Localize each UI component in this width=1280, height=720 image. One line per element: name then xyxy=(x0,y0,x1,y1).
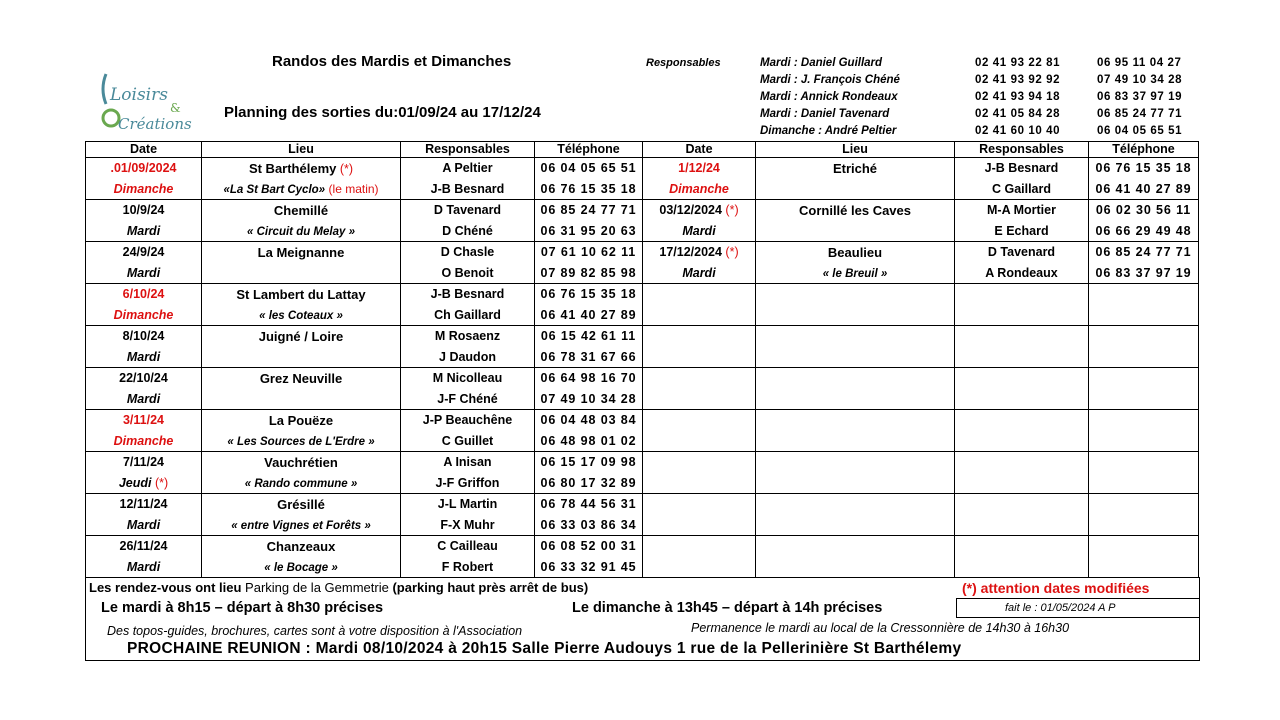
outing-circuit: « Rando commune » xyxy=(244,478,358,490)
col-header-responsables: Responsables xyxy=(401,142,535,158)
outing-place: Grez Neuville xyxy=(259,371,343,386)
telephone-2: 06 76 15 35 18 xyxy=(540,182,637,196)
telephone-1: 06 78 44 56 31 xyxy=(540,497,637,511)
responsables-cell xyxy=(401,200,535,242)
lieu-cell xyxy=(202,284,401,326)
table-row xyxy=(86,326,1199,368)
table-row xyxy=(86,200,1199,242)
table-row xyxy=(86,284,1199,326)
telephone-cell xyxy=(535,284,643,326)
responsable-1: A Peltier xyxy=(442,161,493,175)
responsable-1: J-B Besnard xyxy=(430,287,505,301)
responsable-1: D Chasle xyxy=(440,245,495,259)
responsable-2: J-B Besnard xyxy=(430,182,505,196)
empty-cell xyxy=(1089,494,1199,536)
outing-circuit xyxy=(756,222,954,241)
outing-day: Mardi xyxy=(126,560,161,574)
lieu-cell xyxy=(202,410,401,452)
outing-place: St Lambert du Lattay xyxy=(236,287,366,302)
telephone-1: 06 15 42 61 11 xyxy=(540,329,637,343)
empty-cell xyxy=(955,326,1089,368)
responsable-2: C Gaillard xyxy=(991,182,1052,196)
table-row xyxy=(86,452,1199,494)
telephone-2: 06 33 03 86 34 xyxy=(540,518,637,532)
telephone-2: 07 49 10 34 28 xyxy=(540,392,637,406)
empty-cell xyxy=(643,452,756,494)
outing-circuit: « le Bocage » xyxy=(264,562,338,574)
telephone-2: 06 66 29 49 48 xyxy=(1095,224,1192,238)
fait-le-note: fait le : 01/05/2024 A P xyxy=(1005,602,1116,614)
topos-note: Des topos-guides, brochures, cartes sont à votre disposition à l'Association xyxy=(107,624,523,638)
empty-cell xyxy=(1089,368,1199,410)
responsables-cell xyxy=(955,158,1089,200)
responsable-name: Mardi : Daniel Guillard xyxy=(760,57,883,69)
col-header-telephone: Téléphone xyxy=(535,142,643,158)
col-header-date: Date xyxy=(86,142,202,158)
modified-mark: (*) xyxy=(339,162,354,176)
lieu-cell xyxy=(756,158,955,200)
col-header-lieu: Lieu xyxy=(756,142,955,158)
empty-cell xyxy=(756,326,955,368)
outing-circuit: « le Breuil » xyxy=(822,268,888,280)
next-meeting: PROCHAINE REUNION : Mardi 08/10/2024 à 20h15 Salle Pierre Audouys 1 rue de la Pellerinière St Barthélemy xyxy=(127,640,962,657)
outing-circuit xyxy=(202,264,400,283)
telephone-1: 06 85 24 77 71 xyxy=(540,203,637,217)
responsables-cell xyxy=(401,242,535,284)
telephone-cell xyxy=(1089,242,1199,284)
telephone-1: 06 64 98 16 70 xyxy=(540,371,637,385)
svg-text:&: & xyxy=(170,101,181,115)
outing-day: Mardi xyxy=(126,224,161,238)
outing-date: 6/10/24 xyxy=(122,287,165,301)
empty-cell xyxy=(955,494,1089,536)
responsable-1: M Nicolleau xyxy=(432,371,503,385)
empty-cell xyxy=(1089,410,1199,452)
outing-date: 8/10/24 xyxy=(122,329,165,343)
telephone-1: 06 04 05 65 51 xyxy=(540,161,637,175)
telephone-cell xyxy=(535,410,643,452)
telephone-1: 06 08 52 00 31 xyxy=(540,539,637,553)
table-row xyxy=(86,410,1199,452)
empty-cell xyxy=(756,452,955,494)
date-cell xyxy=(643,200,756,242)
responsables-cell xyxy=(401,452,535,494)
svg-text:Loisirs: Loisirs xyxy=(110,85,168,105)
date-cell xyxy=(643,158,756,200)
empty-cell xyxy=(1089,452,1199,494)
schedule-table xyxy=(85,141,1199,578)
outing-date: 12/11/24 xyxy=(119,497,168,511)
responsable-1: D Tavenard xyxy=(433,203,502,217)
outing-date: 24/9/24 xyxy=(122,245,165,259)
empty-cell xyxy=(756,536,955,578)
outing-place: Vauchrétien xyxy=(264,455,338,470)
responsables-cell xyxy=(401,536,535,578)
table-header-row xyxy=(86,142,1199,158)
empty-cell xyxy=(1089,284,1199,326)
page-subtitle: Planning des sorties du:01/09/24 au 17/12/24 xyxy=(224,104,541,121)
responsable-phone-mobile: 06 95 11 04 27 xyxy=(1097,57,1182,69)
responsable-line xyxy=(760,108,1200,124)
outing-place: Beaulieu xyxy=(827,245,883,260)
outing-day: Dimanche xyxy=(113,182,174,196)
responsables-cell xyxy=(955,200,1089,242)
col-header-date: Date xyxy=(643,142,756,158)
telephone-cell xyxy=(535,326,643,368)
responsable-phone-fixe: 02 41 93 22 81 xyxy=(975,57,1061,69)
outing-place: St Barthélemy (*) xyxy=(248,161,354,176)
outing-circuit xyxy=(202,390,400,409)
responsable-1: C Cailleau xyxy=(437,539,498,553)
outing-circuit: «La St Bart Cyclo» (le matin) xyxy=(223,182,379,196)
telephone-2: 06 83 37 97 19 xyxy=(1095,266,1192,280)
outing-day: Mardi xyxy=(126,266,161,280)
date-cell xyxy=(86,200,202,242)
empty-cell xyxy=(756,368,955,410)
outing-date: 3/11/24 xyxy=(122,413,164,427)
lieu-cell xyxy=(202,158,401,200)
empty-cell xyxy=(955,410,1089,452)
telephone-cell xyxy=(535,242,643,284)
modified-mark: (*) xyxy=(154,476,169,490)
outing-place: Chanzeaux xyxy=(266,539,336,554)
outing-day: Mardi xyxy=(682,224,716,238)
telephone-cell xyxy=(1089,158,1199,200)
responsable-phone-mobile: 06 83 37 97 19 xyxy=(1097,91,1183,103)
responsables-label: Responsables xyxy=(646,57,721,69)
responsable-phone-mobile: 06 85 24 77 71 xyxy=(1097,108,1183,120)
responsable-2: C Guillet xyxy=(441,434,494,448)
telephone-cell xyxy=(535,368,643,410)
telephone-cell xyxy=(535,200,643,242)
outing-place: La Pouëze xyxy=(268,413,334,428)
responsable-2: F Robert xyxy=(441,560,494,574)
telephone-2: 07 89 82 85 98 xyxy=(540,266,637,280)
outing-place: Etriché xyxy=(832,161,878,176)
lieu-cell xyxy=(202,200,401,242)
date-cell xyxy=(86,158,202,200)
outing-date: 22/10/24 xyxy=(119,371,168,385)
lieu-cell xyxy=(756,242,955,284)
responsable-2: E Echard xyxy=(994,224,1049,238)
date-cell xyxy=(86,494,202,536)
responsable-2: J Daudon xyxy=(439,350,496,364)
empty-cell xyxy=(643,536,756,578)
col-header-telephone: Téléphone xyxy=(1089,142,1199,158)
responsable-phone-fixe: 02 41 93 92 92 xyxy=(975,74,1061,86)
responsable-1: M Rosaenz xyxy=(434,329,501,343)
outing-date: 26/11/24 xyxy=(119,539,168,553)
outing-day: Dimanche xyxy=(113,308,174,322)
mardi-schedule: Le mardi à 8h15 – départ à 8h30 précises xyxy=(101,600,384,616)
responsables-cell xyxy=(401,368,535,410)
empty-cell xyxy=(955,284,1089,326)
responsable-name: Mardi : Annick Rondeaux xyxy=(760,91,898,103)
telephone-2: 06 33 32 91 45 xyxy=(540,560,637,574)
outing-day: Dimanche xyxy=(113,434,174,448)
empty-cell xyxy=(955,536,1089,578)
telephone-2: 06 48 98 01 02 xyxy=(540,434,637,448)
responsable-2: J-F Griffon xyxy=(435,476,500,490)
empty-cell xyxy=(643,284,756,326)
outing-day: Mardi xyxy=(126,350,161,364)
dimanche-schedule: Le dimanche à 13h45 – départ à 14h précises xyxy=(572,600,883,616)
date-cell xyxy=(643,242,756,284)
responsables-cell xyxy=(401,326,535,368)
responsable-name: Dimanche : André Peltier xyxy=(760,125,897,137)
loisirs-creations-logo xyxy=(96,70,216,132)
responsable-phone-fixe: 02 41 05 84 28 xyxy=(975,108,1061,120)
outing-day: Dimanche xyxy=(669,182,729,196)
responsable-1: J-P Beauchêne xyxy=(422,413,513,427)
telephone-1: 06 04 48 03 84 xyxy=(540,413,637,427)
responsable-1: D Tavenard xyxy=(987,245,1056,259)
outing-day: Mardi xyxy=(126,518,161,532)
responsable-phone-fixe: 02 41 60 10 40 xyxy=(975,125,1061,137)
date-cell xyxy=(86,284,202,326)
responsable-phone-mobile: 07 49 10 34 28 xyxy=(1097,74,1183,86)
lieu-cell xyxy=(202,452,401,494)
date-cell xyxy=(86,536,202,578)
telephone-1: 06 15 17 09 98 xyxy=(540,455,637,469)
telephone-2: 06 31 95 20 63 xyxy=(540,224,637,238)
empty-cell xyxy=(1089,536,1199,578)
outing-date: .01/09/2024 xyxy=(110,161,177,175)
empty-cell xyxy=(955,368,1089,410)
outing-place: Grésillé xyxy=(277,497,325,512)
outing-place: Chemillé xyxy=(273,203,329,218)
responsables-cell xyxy=(401,494,535,536)
telephone-2: 06 80 17 32 89 xyxy=(540,476,637,490)
outing-circuit: « Circuit du Melay » xyxy=(246,226,355,238)
responsable-2: J-F Chéné xyxy=(437,392,498,406)
outing-circuit: « Les Sources de L'Erdre » xyxy=(227,436,375,448)
responsable-line xyxy=(760,91,1200,107)
telephone-2: 06 41 40 27 89 xyxy=(1095,182,1192,196)
lieu-note: (le matin) xyxy=(328,182,379,196)
outing-date: 10/9/24 xyxy=(122,203,165,217)
lieu-cell xyxy=(202,368,401,410)
outing-place: La Meignanne xyxy=(257,245,345,260)
telephone-cell xyxy=(535,536,643,578)
table-row xyxy=(86,158,1199,200)
outing-date: 7/11/24 xyxy=(122,455,164,469)
outing-date: 17/12/2024 (*) xyxy=(659,245,739,259)
date-cell xyxy=(86,326,202,368)
responsable-2: F-X Muhr xyxy=(440,518,495,532)
date-cell xyxy=(86,452,202,494)
col-header-responsables: Responsables xyxy=(955,142,1089,158)
responsable-line xyxy=(760,125,1200,141)
date-cell xyxy=(86,368,202,410)
outing-circuit: « les Coteaux » xyxy=(259,310,343,322)
responsable-line xyxy=(760,74,1200,90)
responsables-cell xyxy=(401,410,535,452)
empty-cell xyxy=(643,326,756,368)
lieu-cell xyxy=(202,494,401,536)
date-cell xyxy=(86,410,202,452)
responsable-1: A Inisan xyxy=(443,455,492,469)
responsable-phone-mobile: 06 04 05 65 51 xyxy=(1097,125,1183,137)
empty-cell xyxy=(955,452,1089,494)
outing-day: Mardi xyxy=(126,392,161,406)
responsables-cell xyxy=(401,158,535,200)
empty-cell xyxy=(643,410,756,452)
responsable-name: Mardi : J. François Chéné xyxy=(760,74,900,86)
telephone-cell xyxy=(1089,200,1199,242)
outing-circuit xyxy=(202,348,400,367)
responsables-cell xyxy=(955,242,1089,284)
table-row xyxy=(86,368,1199,410)
empty-cell xyxy=(643,494,756,536)
outing-place: Cornillé les Caves xyxy=(799,203,911,218)
responsable-1: M-A Mortier xyxy=(987,203,1056,217)
responsables-cell xyxy=(401,284,535,326)
telephone-1: 06 76 15 35 18 xyxy=(540,287,637,301)
modified-mark: (*) xyxy=(725,203,739,217)
table-row xyxy=(86,494,1199,536)
telephone-1: 06 02 30 56 11 xyxy=(1095,203,1192,217)
responsable-1: J-L Martin xyxy=(437,497,498,511)
responsable-1: J-B Besnard xyxy=(984,161,1059,175)
empty-cell xyxy=(643,368,756,410)
responsable-phone-fixe: 02 41 93 94 18 xyxy=(975,91,1061,103)
lieu-cell xyxy=(202,536,401,578)
table-row xyxy=(86,536,1199,578)
outing-circuit: « entre Vignes et Forêts » xyxy=(231,520,371,532)
responsable-name: Mardi : Daniel Tavenard xyxy=(760,108,890,120)
telephone-1: 07 61 10 62 11 xyxy=(540,245,637,259)
svg-text:Créations: Créations xyxy=(118,115,192,132)
outing-date: 1/12/24 xyxy=(678,161,720,175)
empty-cell xyxy=(756,410,955,452)
telephone-1: 06 76 15 35 18 xyxy=(1095,161,1192,175)
table-row xyxy=(86,242,1199,284)
date-cell xyxy=(86,242,202,284)
empty-cell xyxy=(1089,326,1199,368)
telephone-cell xyxy=(535,452,643,494)
responsable-2: O Benoit xyxy=(441,266,494,280)
lieu-cell xyxy=(202,326,401,368)
telephone-cell xyxy=(535,158,643,200)
telephone-1: 06 85 24 77 71 xyxy=(1095,245,1192,259)
outing-place: Juigné / Loire xyxy=(258,329,344,344)
responsable-line xyxy=(760,57,1200,73)
modified-mark: (*) xyxy=(725,245,739,259)
outing-day: Mardi xyxy=(682,266,716,280)
empty-cell xyxy=(756,284,955,326)
permanence-note: Permanence le mardi au local de la Cressonnière de 14h30 à 16h30 xyxy=(691,621,1070,635)
col-header-lieu: Lieu xyxy=(202,142,401,158)
telephone-2: 06 41 40 27 89 xyxy=(540,308,637,322)
telephone-cell xyxy=(535,494,643,536)
empty-cell xyxy=(756,494,955,536)
responsable-2: Ch Gaillard xyxy=(434,308,501,322)
attention-note: (*) attention dates modifiées xyxy=(962,580,1150,596)
outing-day: Jeudi (*) xyxy=(118,476,169,490)
rendez-vous-info: Les rendez-vous ont lieu Parking de la Gemmetrie (parking haut près arrêt de bus) xyxy=(89,580,589,595)
lieu-cell xyxy=(756,200,955,242)
lieu-cell xyxy=(202,242,401,284)
telephone-2: 06 78 31 67 66 xyxy=(540,350,637,364)
outing-date: 03/12/2024 (*) xyxy=(659,203,739,217)
page-title: Randos des Mardis et Dimanches xyxy=(272,53,512,70)
responsable-2: A Rondeaux xyxy=(985,266,1058,280)
outing-circuit xyxy=(756,180,954,199)
responsable-2: D Chéné xyxy=(442,224,493,238)
